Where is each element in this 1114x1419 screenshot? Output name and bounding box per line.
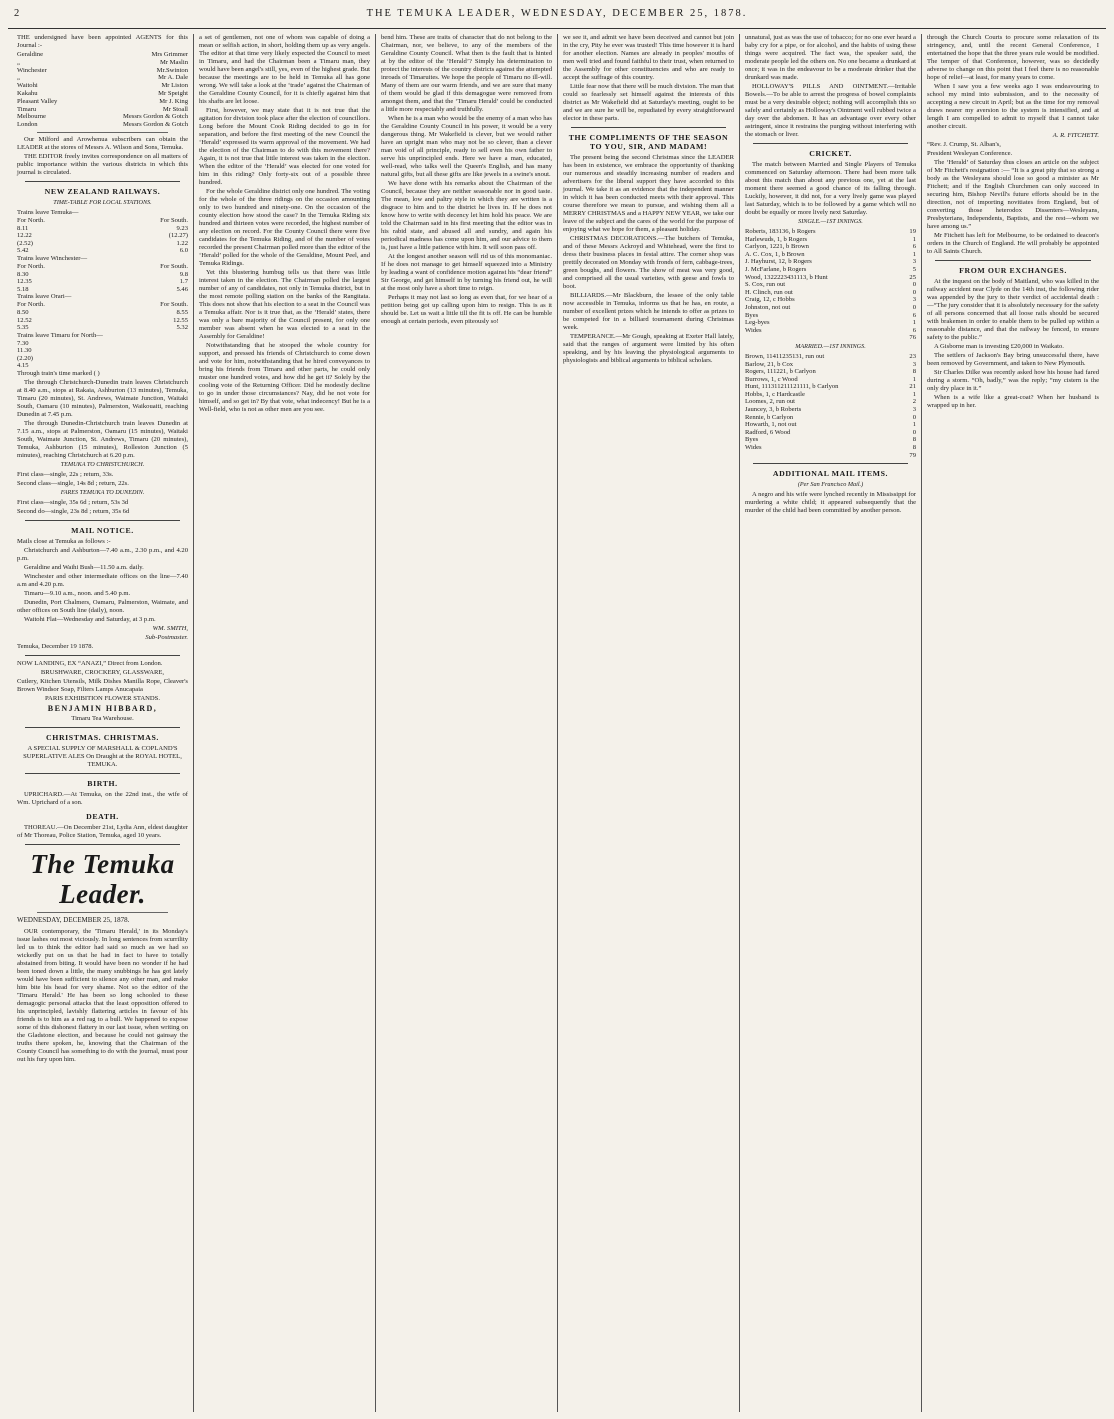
score-row-right: 1 (912, 421, 916, 429)
timetable-col-north: For North. (17, 262, 45, 270)
score-row-right: 3 (912, 258, 916, 266)
score-row (745, 398, 916, 406)
mail-items-body: A negro and his wife were lynched recently in Mississippi for murdering a white child; it appeared subsequently that the murder of the child had been committed by another person. (745, 491, 916, 515)
timetable-row (17, 247, 188, 255)
score-row (745, 266, 916, 274)
divider (571, 127, 726, 128)
leader-paragraph: First, however, we may state that it is not true that the agitation for division took place after the election of councillors. Long before the Mount Cook Riding decided to go in for separation, and before the first meeting of the new Council the ‘Herald’ expressed its warm approval of the movement. We had the election of the Chairman to do with this movement there? Again, it is not true that little interest was taken in the election. When the editor of the ‘Herald’ was elected for one voted for him in this riding? Only forty-six out of a possible three hundred. (199, 107, 370, 186)
leader-paragraph: Yet this blustering humbug tells us that there was little interest taken in the election. The Chairman polled the largest number of any of candidates, not only in Temuka district, but in the most remote polling station on the banks of the Rangitata. This does not show that his election to a seat in the Council was a Temuka affair. Nor is it true that, as the ‘Herald’ states, there was only a bare majority of the Council present, for only one member was absent when he was elected to a seat in the Assembly for Geraldine! (199, 269, 370, 340)
timetable-col-south: For South. (160, 301, 188, 309)
mail-date: Temuka, December 19 1878. (17, 643, 94, 651)
timetable-note-title: Through train's time marked ( ) (17, 370, 100, 378)
score-row-left: Harlewuds, 1, b Rogers (745, 235, 808, 243)
column-2 (194, 34, 376, 1412)
timetable-row-left: 8.11 (17, 224, 29, 232)
score-row (745, 236, 916, 244)
timetable-time: 7.30 (17, 339, 29, 347)
score-row-left: J. Hayhurst, 12, b Rogers (745, 258, 812, 266)
railways-subheading: TIME-TABLE FOR LOCAL STATIONS. (53, 198, 152, 206)
birth-notice: UPRICHARD.—At Temuka, on the 22nd inst., the wife of Wm. Uprichard of a son. (17, 791, 188, 807)
score-row (745, 274, 916, 282)
timetable-row-left: 8.30 (17, 270, 29, 278)
score-row-left: Leg-byes (745, 319, 770, 327)
timetable-temuka-rows (17, 225, 188, 255)
score-row-right: 76 (909, 334, 916, 342)
score-row-right: 3 (912, 296, 916, 304)
score-row-left: Loomes, 2, run out (745, 398, 795, 406)
agent-row (17, 98, 188, 106)
score-row-right: 0 (912, 428, 916, 436)
timetable-row (17, 362, 188, 370)
timetable-col-headers (17, 263, 188, 271)
timetable-row (17, 271, 188, 279)
agents-intro: THE undersigned have been appointed AGENTS for this Journal :- (17, 34, 188, 49)
page-number: 2 (14, 8, 20, 19)
timetable-time: 11.30 (17, 347, 32, 355)
agent-row (17, 59, 188, 67)
masthead (0, 8, 1114, 28)
timetable-row-right: 8.55 (176, 308, 188, 316)
temperance-continued: unnatural, just as was the use of tobacco; for no one ever heard a baby cry for a pipe, or for alcohol, and the habits of using these things were acquired. The fact was, the speaker said, the moderate people led the others on. No one became a drunkard at once; it was in the endeavour to be a moderate drinker that the drunkard was made. (745, 34, 916, 81)
timetable-row (17, 324, 188, 332)
score-row-left: Carlyon, 1221, b Brown (745, 243, 809, 251)
ad-hibbard-shop: Timaru Tea Warehouse. (71, 715, 134, 723)
score-row-right: 1 (912, 375, 916, 383)
score-row-left: Byes (745, 436, 759, 444)
ad-christmas-body: A SPECIAL SUPPLY OF MARSHALL & COPLAND'S SUPERLATIVE ALES On Draught at the ROYAL HOTEL, TEMUKA. (23, 745, 182, 769)
score-row-right: 25 (909, 273, 916, 281)
column-5 (740, 34, 922, 1412)
divider (25, 520, 180, 521)
mail-item: Christchurch and Ashburton—7.40 a.m., 2.30 p.m., and 4.20 p.m. (17, 547, 188, 563)
score-row (745, 406, 916, 414)
divider (935, 260, 1091, 261)
season-greeting-heading: THE COMPLIMENTS OF THE SEASON TO YOU, SIR, AND MADAM! (568, 133, 729, 151)
timetable-winchester-head: Trains leave Winchester— (17, 254, 88, 262)
score-row-left: A. C. Cox, 1, b Brown (745, 250, 805, 258)
divider (753, 463, 908, 464)
ad-hibbard-exhibition: PARIS EXHIBITION FLOWER STANDS. (45, 695, 160, 703)
fitchett-herald-quote: The ‘Herald’ of Saturday thus closes an article on the subject of Mr Fitchett's resignation :— “It is a great pity that so strong a body as the Wesleyans should lose so good a minister as Mr Fitchett; and if the English Churchmen can only succeed in securing him, Bishop Nevill's future efforts should be in the direction, not of importing novitiates from England, but of converting those heterodox Dissenters—Wesleyans, Presbyterians, Independents, Baptists, and the rest—whom we have among us.” (927, 159, 1099, 230)
score-row (745, 251, 916, 259)
fitchett-signature: A. R. FITCHETT. (1052, 132, 1099, 139)
score-row (745, 444, 916, 452)
score-row (745, 383, 916, 391)
score-row-left: Barlow, 21, b Cox (745, 360, 794, 368)
score-row (745, 452, 916, 460)
milford-notice: Our Milford and Arowhenua subscribers can obtain the LEADER at the stores of Messrs A. Wilson and Sons, Temuka. (17, 135, 188, 151)
timetable-row-left: 5.42 (17, 247, 29, 255)
timetable-winchester-rows (17, 271, 188, 294)
score-row-left: Wood, 1322223431113, b Hunt (745, 273, 828, 281)
timetable-row-left: 8.50 (17, 308, 29, 316)
cricket-heading: CRICKET. (809, 149, 852, 158)
leader-paragraph: We have done with his remarks about the Chairman of the Council, because they are neither seasonable nor in good taste. The mean, low and paltry style in which they are written is a disgrace to him and to the district he lives in. If he does not know how to write with decency let him hold his peace. We are told the Chairman said in his first meeting that the editor was in his rabid state, and abused all and sundry, and again his periodical madness has come upon him, and our advice to them is, just have a little patience with him. It will soon pass off. (381, 180, 552, 251)
agent-row-right: Mrs Grimmer (151, 51, 188, 58)
score-row (745, 319, 916, 327)
exchange-item: A Gisborne man is investing £20,000 in Waikato. (934, 343, 1064, 350)
ad-hibbard-more: Cutlery, Kitchen Utensils, Milk Dishes Manilla Rope, Cleaver's Brown Windsor Soap, Filters Lamps Anucapaia (17, 678, 188, 694)
timetable-row-right: 12.55 (173, 316, 188, 324)
birth-heading: BIRTH. (87, 779, 118, 789)
score-row-left: H. Clinch, run out (745, 288, 793, 296)
timetable-row-right: 5.46 (176, 285, 188, 293)
score-row-right: 6 (912, 326, 916, 334)
fitchett-letter: When I saw you a few weeks ago I was endeavouring to school my mind into submission, and to the necessity of accepting a new circuit in April; but as the time for my removal draws nearer my aversion to the system is intensified, and at length I am compelled to admit to myself that I cannot take another circuit. (927, 83, 1099, 130)
score-row-right: 0 (912, 303, 916, 311)
timetable-time: 4.15 (17, 362, 29, 370)
agent-row-left: Geraldine (17, 51, 43, 58)
leader-continued: bend him. These are traits of character that do not belong to the Chairman, nor, we believe, to any of the members of the Geraldine County Council. What then is the fault that is hinted at by the editor of the ‘Herald’? Simply his determination to protect the interests of the country districts against the attempted inroads of Timaruites. We hope the people of Timaru no ill-will. Many of them are our warm friends, and we are sure that many of them would be glad if this demagogue were removed from amongst them, and that the ‘Timaru Herald’ could be conducted a little more respectably and truthfully. (381, 34, 552, 113)
fares-line: First class—single, 35s 6d ; return, 53s 3d (17, 499, 129, 507)
railways-heading: NEW ZEALAND RAILWAYS. (44, 186, 161, 196)
timetable-row (17, 340, 188, 348)
mail-intro: Mails close at Temuka as follows :- (17, 538, 111, 546)
timetable-row-right: 1.7 (179, 278, 188, 286)
score-row (745, 281, 916, 289)
leader-continued: a set of gentlemen, not one of whom was capable of doing a mean or selfish action, in short, holding them up as very angels. The editor at that time very likely expected the Council to meet in Timaru, and had the Chairman been a Timaru man, they would have been angel's still, yes, even of the highest grade. But because the meetings are to be held in Temuka all has gone wrong. We will take a look at the ‘trade’ against the Chairman of the Geraldine County Council, for it is chiefly against him that his shafts are let loose. (199, 34, 370, 105)
agent-row-right: Messrs Gordon & Gotch (122, 113, 188, 121)
season-greeting: The present being the second Christmas since the LEADER has been in existence, we embrace the opportunity of thanking our numerous and steadily increasing number of readers and advertisers for the liberal support they have accorded to this journal. We take it as an evidence that the independent manner in which it has been conducted meets with their approval. This course therefore we mean to pursue, and wishing them all a MERRY CHRISTMAS and a HAPPY NEW YEAR, we take our leave of the subject and the cares of the world for the purpose of enjoying what we hope for them, a pleasant holiday. (563, 154, 734, 233)
single-scorecard (745, 228, 916, 342)
christmas-decorations: CHRISTMAS DECORATIONS.—The butchers of Temuka, and of these Messrs Ackroyd and Whitehead, were the first to dress their business places in festal attire. The corner shop was prettily decorated on Monday with fronds of fern, cabbage-trees, green boughs, and flowers. The show of meat was very good, and comprised all the usual varieties, with geese and fowls to boot. (563, 235, 734, 290)
exchanges-heading: FROM OUR EXCHANGES. (959, 266, 1067, 275)
score-row-left: Byes (745, 311, 759, 319)
fares-line: Second class—single, 14s 8d ; return, 22s. (17, 480, 129, 488)
leader-paragraph: Little fear now that there will be much division. The man that could so fearlessly set himself against the interests of this district as Mr Wakefield did at Saturday's meeting, ought to be and we are sure he will be, repudiated by every straightforward elector in these parts. (563, 83, 734, 122)
railway-timetable (17, 209, 188, 370)
fitchett-departure: Mr Fitchett has left for Melbourne, to be ordained to deacon's orders in the Church of England. He will probably be appointed to All Saints Church. (927, 232, 1099, 255)
editor-notice: THE EDITOR freely invites correspondence on all matters of public importance within the various districts in which this journal is circulated. (17, 152, 188, 176)
score-row-left: S. Cox, run out (745, 281, 786, 289)
timetable-col-headers (17, 301, 188, 309)
agent-row (17, 113, 188, 121)
ad-hibbard-items: BRUSHWARE, CROCKERY, GLASSWARE, (40, 669, 165, 677)
column-4 (558, 34, 740, 1412)
exchange-item: Sir Charles Dilke was recently asked how his house had fared during a storm. “Oh, badly,” was the reply; “my cistern is the only dry place in it.” (927, 369, 1099, 392)
score-row-right: 8 (912, 368, 916, 376)
agent-row (17, 90, 188, 98)
agent-row-right: Mr A. Dale (158, 74, 188, 82)
divider (25, 655, 180, 656)
timetable-timaru-rows (17, 340, 188, 370)
score-row (745, 421, 916, 429)
score-row-left: Johnston, not out (745, 303, 791, 311)
fares-line: Second do—single, 23s 8d ; return, 35s 6d (17, 508, 130, 516)
agent-row (17, 106, 188, 114)
score-row-right: 5 (912, 265, 916, 273)
newspaper-columns (12, 34, 1104, 1412)
leader-continued: we see it, and admit we have been deceived and cannot but join in the cry, Pity he ever was trusted! This time however it is hard for another election. Names are already in peoples' mouths of men well tried and found faithful to their trust, when returned to the Assembly for other constituencies and who are ready to accept the suffrage of this country. (563, 34, 734, 81)
divider (37, 132, 168, 133)
timetable-temuka-head: Trains leave Temuka— (17, 208, 79, 216)
leader-paragraph: For the whole Geraldine district only one hundred. The voting for the whole of the three ridings on the occasion amounting only to two hundred and ninety-one. On the occasion of the county election how stood the case? In the Temuka Riding six hundred and thirteen votes were recorded, the highest number of any election on record. For the County Council there were five candidates for the Temuka Riding, and of the number of votes recorded the present Chairman polled more than the editor of the ‘Herald’ polled for the whole of the Geraldine, Mount Peel, and Temuka Ridings. (199, 188, 371, 267)
agent-row-right: Mr Speight (158, 89, 188, 97)
score-row (745, 304, 916, 312)
leader-article: OUR contemporary, the 'Timaru Herald,' in its Monday's issue lashes out most viciously. In long sentences from scurrility led us to think the editor had said so much as we had so wickedly put on us that he had in fact to have to totally abstained from biting. It would have been no wonder if he had been toned down a little, the many snubbings he has got lately would have been sufficient to silence any other man, and make him bite his head for very shame. Not so the editor of the 'Timaru Herald.' He has been so long schooled to these demagogic personal attacks that the least opposition offered to his unprincipled, lavishly flattering articles in favour of his friends is to him as a red rag to a bull. We happened to expose some of this dishonest flattery in our last issue, when writing on the Gladstone election, and because he could not gainsay the truths there spoken, he, knowing that the Chairman of the County Council has something to do with the journal, must pour out his fury upon him. (17, 928, 188, 1064)
timetable-row (17, 225, 188, 233)
death-notice: THOREAU.—On December 21st, Lydia Ann, eldest daughter of Mr Thoreau, Police Station, Temuka, aged 10 years. (17, 824, 188, 840)
fares-heading: FARES TEMUKA TO DUNEDIN. (60, 489, 145, 497)
score-row-right: 0 (912, 413, 916, 421)
score-row-right: 79 (909, 451, 916, 459)
timetable-col-north: For North. (17, 216, 45, 224)
agent-row-left: London (17, 121, 38, 129)
fitchett-addressee-title: President Wesleyan Conference. (927, 150, 1013, 157)
agent-row-left: Winchester (17, 66, 47, 74)
column-6 (922, 34, 1104, 1412)
agent-row-right: Messrs Gordon & Gotch (122, 121, 188, 129)
score-row (745, 296, 916, 304)
agent-row (17, 67, 188, 75)
score-row-left: Roberts, 183136, b Rogers (745, 228, 816, 235)
timetable-row (17, 278, 188, 286)
score-row-right: 0 (912, 281, 916, 289)
score-row-left: Wides (745, 444, 762, 452)
cricket-report: The match between Married and Single Players of Temuka commenced on Saturday afternoon. There had been more talk about this match than about any previous one, yet at the last moment there seemed a good chance of its falling through. Luckily, however, it did not, for a very lively game was played last Saturday, which is to be followed by a game which will no doubt be equally or more lively next Saturday. (745, 161, 916, 216)
score-row-left: Wides (745, 326, 762, 334)
column-1 (12, 34, 194, 1412)
agent-row-left: Waitohi (17, 82, 38, 90)
married-scorecard (745, 353, 916, 459)
timetable-col-north: For North. (17, 301, 45, 309)
score-row-right: 1 (912, 319, 916, 327)
score-row (745, 361, 916, 369)
divider (25, 844, 180, 845)
mail-items-sub: (Per San Francisco Mail.) (797, 481, 864, 489)
leader-paragraph: Perhaps it may not last so long as even that, for we hear of a petition being got up calling upon him to resign. This is as it should be. Let us wait a little till the fit is off. He can be humble enough at certain periods, even piteously so! (381, 294, 552, 325)
score-row-right: 0 (912, 288, 916, 296)
score-row (745, 327, 916, 335)
score-row-right: 1 (912, 390, 916, 398)
score-row-left: Brown, 11411235131, run out (745, 352, 825, 360)
agent-row-left: Melbourne (17, 113, 46, 121)
score-row-left: Burrows, 1, c Wood (745, 375, 798, 383)
agents-list (17, 51, 188, 129)
score-row-left: Hunt, 111311211121111, b Carlyon (745, 383, 839, 391)
holloway-advert: HOLLOWAY'S PILLS AND OINTMENT.—Irritable Bowels.—To be able to arrest the progress of bowel complaints must be a very desirable object; nothing will accomplish this so safely and certainly as Holloway's Ointment well rubbed twice a day over the abdomen. It has an advantage over every other astringent, since it restrains the purging without interfering with the stomach or liver. (745, 83, 916, 138)
timetable-col-headers (17, 217, 188, 225)
agent-row (17, 74, 188, 82)
mail-item: Winchester and other intermediate offices on the line—7.40 a.m and 4.20 p.m. (17, 573, 188, 589)
timetable-row-right: 6.0 (179, 247, 188, 255)
flag-date: WEDNESDAY, DECEMBER 25, 1878. (17, 916, 130, 925)
score-row-left: J. McFarlane, b Rogers (745, 265, 807, 273)
timetable-row-left: (2.52) (17, 239, 33, 247)
agent-row-left: Timaru (17, 105, 37, 113)
exchange-item: When is a wife like a great-coat? When her husband is wrapped up in her. (927, 394, 1099, 409)
agent-row-right: Mr J. King (159, 97, 188, 105)
divider (25, 773, 180, 774)
score-row-right: 6 (912, 243, 916, 251)
running-head: THE TEMUKA LEADER, WEDNESDAY, DECEMBER 25, 1878. (366, 8, 748, 19)
ad-hibbard-name: BENJAMIN HIBBARD, (47, 704, 158, 714)
fares-line: First class—single, 22s ; return, 33s. (17, 471, 114, 479)
score-row-right: 19 (909, 228, 916, 235)
score-row-left: Rennie, b Carlyon (745, 413, 794, 421)
score-row-left: Rogers, 111221, b Carlyon (745, 368, 816, 376)
mail-notice-heading: MAIL NOTICE. (71, 526, 134, 536)
agent-row-left: Kakahu (17, 89, 38, 97)
married-innings-heading: MARRIED.—1ST INNINGS. (795, 342, 866, 350)
column-3 (376, 34, 558, 1412)
timetable-row-right: 9.23 (176, 224, 188, 232)
timetable-row (17, 240, 188, 248)
agent-row (17, 82, 188, 90)
score-row (745, 436, 916, 444)
score-row (745, 312, 916, 320)
divider (25, 727, 180, 728)
score-row (745, 368, 916, 376)
score-row-right: 21 (909, 383, 916, 391)
temperance-item: TEMPERANCE.—Mr Gough, speaking at Exeter Hall lately, said that the ranges of argument were limited by his often speaking, and by his leaving the physiological arguments to physiologists and biblical arguments to biblical scholars. (563, 333, 734, 364)
score-row (745, 414, 916, 422)
score-row (745, 429, 916, 437)
timetable-row-left: 12.52 (17, 316, 32, 324)
timetable-row (17, 309, 188, 317)
timetable-row (17, 286, 188, 294)
score-row (745, 391, 916, 399)
score-row-left: Jauncey, 3, b Roberts (745, 406, 802, 414)
score-row-right: 1 (912, 250, 916, 258)
mail-item: Dunedin, Port Chalmers, Oamaru, Palmerston, Waimate, and other offices on South line (daily), noon. (17, 599, 188, 615)
timetable-timaru-head: Trains leave Timaru for North— (17, 331, 103, 339)
fitchett-addressee: “Rev. J. Crump, St. Alban's, (927, 141, 1001, 148)
score-row (745, 353, 916, 361)
agent-row-right: Mr.Swinton (156, 66, 188, 74)
mail-item: Waitohi Flat—Wednesday and Saturday, at 3 p.m. (24, 616, 156, 624)
agent-row-left: Pleasant Valley (17, 97, 58, 105)
exchange-item: The settlers of Jackson's Bay bring unsuccessful there, have been removed by Government, and taken to New Plymouth. (927, 352, 1099, 367)
timetable-row (17, 317, 188, 325)
mail-item: Timaru—9.10 a.m., noon. and 5.40 p.m. (24, 590, 131, 598)
timetable-row-right: 1.22 (176, 239, 188, 247)
timetable-col-south: For South. (160, 216, 188, 224)
exchange-item: At the inquest on the body of Maitland, who was killed in the railway accident near Clyde on the 14th inst, the following rider was appended by the jury to their verdict of accidental death :—“The jury consider that it is absolutely necessary for the safety of all persons concerned that all loose rails should be secured with brakemen in order to enable them to be pulled up within a reasonable distance, and that the railway be fenced, to ensure safety to the public.” (927, 278, 1099, 341)
timetable-row-right: 9.8 (179, 270, 188, 278)
agent-row-right: Mr Maslin (159, 58, 188, 66)
timetable-row (17, 232, 188, 240)
score-row-left: Craig, 12, c Hobbs (745, 296, 795, 304)
score-row-left: Howarth, 1, not out (745, 421, 797, 429)
mail-item: Geraldine and Waihi Bush—11.50 a.m. daily. (24, 564, 144, 572)
death-heading: DEATH. (86, 812, 119, 822)
timetable-row-left: 5.35 (17, 324, 29, 332)
top-rule (8, 28, 1106, 29)
score-row (745, 243, 916, 251)
timetable-row (17, 355, 188, 363)
timetable-time: (2.20) (17, 354, 33, 362)
mail-items-heading: ADDITIONAL MAIL ITEMS. (772, 469, 889, 479)
score-row (745, 258, 916, 266)
agent-row-left: „ (17, 74, 20, 82)
ad-christmas-title: CHRISTMAS. CHRISTMAS. (46, 733, 159, 743)
score-row-right: 8 (912, 436, 916, 444)
agent-row-right: Mr Stoall (162, 105, 188, 113)
timetable-note: The through Christchurch-Dunedin train leaves Christchurch at 8.40 a.m., stops at Rakaia, Ashburton (13 minutes), Temuka, Timaru (20 minutes), St. Andrews, Waimate Junction, Waitaki South, Oamaru (10 minutes), Palmerston, Waikouaiti, reaching Dunedin at 7.45 p.m. (17, 379, 188, 419)
agent-row (17, 51, 188, 59)
timetable-row-right: 5.32 (176, 324, 188, 332)
mail-signature-title: Sub-Postmaster. (145, 634, 188, 642)
agent-row (17, 121, 188, 129)
timetable-row (17, 347, 188, 355)
agent-row-left: „ (17, 58, 20, 66)
score-row-right: 3 (912, 360, 916, 368)
score-row (745, 289, 916, 297)
leader-paragraph: At the longest another season will rid us of this monomaniac. If he does not manage to get himself squeezed into a Ministry by leading a want of confidence motion against his “dear friend” Sir George, and get himself in by turning his friend out, he will at the most only have a short time to reign. (381, 253, 552, 292)
newspaper-flag: The Temuka Leader. (30, 849, 175, 910)
divider (753, 143, 908, 144)
divider (37, 912, 168, 913)
timetable-orari-head: Trains leave Orari— (17, 293, 72, 301)
score-row-left: Hobbs, 1, c Hardcastle (745, 390, 805, 398)
divider (25, 181, 180, 182)
single-innings-heading: SINGLE.—1ST INNINGS. (798, 218, 863, 225)
agent-row-right: Mr Liston (161, 82, 188, 90)
fares-heading: TEMUKA TO CHRISTCHURCH. (60, 461, 145, 469)
score-row-right: 1 (912, 235, 916, 243)
timetable-row-right: (12.27) (168, 232, 188, 240)
score-row-right: 23 (909, 352, 916, 360)
score-row-left: Radford, 6 Wood (745, 428, 791, 436)
leader-paragraph: Notwithstanding that he stooped the whole country for support, and pressed his friends of Christchurch to come down and vote for him, notwithstanding that he hired conveyances to bring his friends from Timaru and other parts, he could only muster one hundred votes, and how did he get it? Solely by the cooling vote of the Returning Officer. Did he modestly decline to go in under those circumstances? Nay, did he not vote for himself, and so get in? By that vote, what indecency! But he is a Well-field, who is not as other men are you see. (199, 342, 370, 413)
score-row-right: 8 (912, 444, 916, 452)
fitchett-letter-continued: through the Church Courts to procure some relaxation of its stringency, and, until the recent General Conference, I entertained the hope that the three years rule would be modified. The temper of that Conference, however, was so decidedly adverse to change on this point that I feel there is no reasonable hope of relief—at least, for many years to come. (927, 34, 1099, 81)
timetable-col-south: For South. (160, 262, 188, 270)
score-row (745, 228, 916, 236)
score-row-right: 3 (912, 406, 916, 414)
timetable-row-left: 12.35 (17, 278, 32, 286)
timetable-row-left: 12.22 (17, 232, 32, 240)
timetable-orari-rows (17, 309, 188, 332)
leader-paragraph: When he is a man who would be the enemy of a man who has the Geraldine County Council in his power, it would be a very dangerous thing. Mr Wakefield is clever, but we would rather have an upright man who may not be so clever, than a clever man void of all principle, ready to sell even his own father to serve his unprincipled ends. Here we have a man, educated, well-read, who talks well the Queen's English, and has many natural gifts, but all these gifts are like jewels in a swine's snout. (381, 115, 552, 178)
score-row (745, 376, 916, 384)
score-row-right: 2 (912, 398, 916, 406)
billiards-item: BILLIARDS.—Mr Blackburn, the lessee of the only table now accessible in Temuka, informs us that he has, en route, a number of excellent prizes which he intends to offer as prizes to be competed for in a billiard tournament during Christmas week. (563, 292, 734, 331)
score-row (745, 334, 916, 342)
score-row-right: 6 (912, 311, 916, 319)
timetable-row-left: 5.18 (17, 285, 29, 293)
mail-signature: WM. SMITH, (152, 625, 188, 633)
ad-hibbard-lead: NOW LANDING, EX “ANAZI,” Direct from London. (17, 660, 163, 668)
timetable-note-2: The through Dunedin-Christchurch train leaves Dunedin at 7.15 a.m., stops at Palmerston, Oamaru (15 minutes), Waitaki South, Waimate Junction, St. Andrews, Timaru (20 minutes), Temuka, Ashburton (15 minutes), Rolleston Junction (5 minutes), reaching Christchurch at 6.20 p.m. (17, 420, 188, 460)
